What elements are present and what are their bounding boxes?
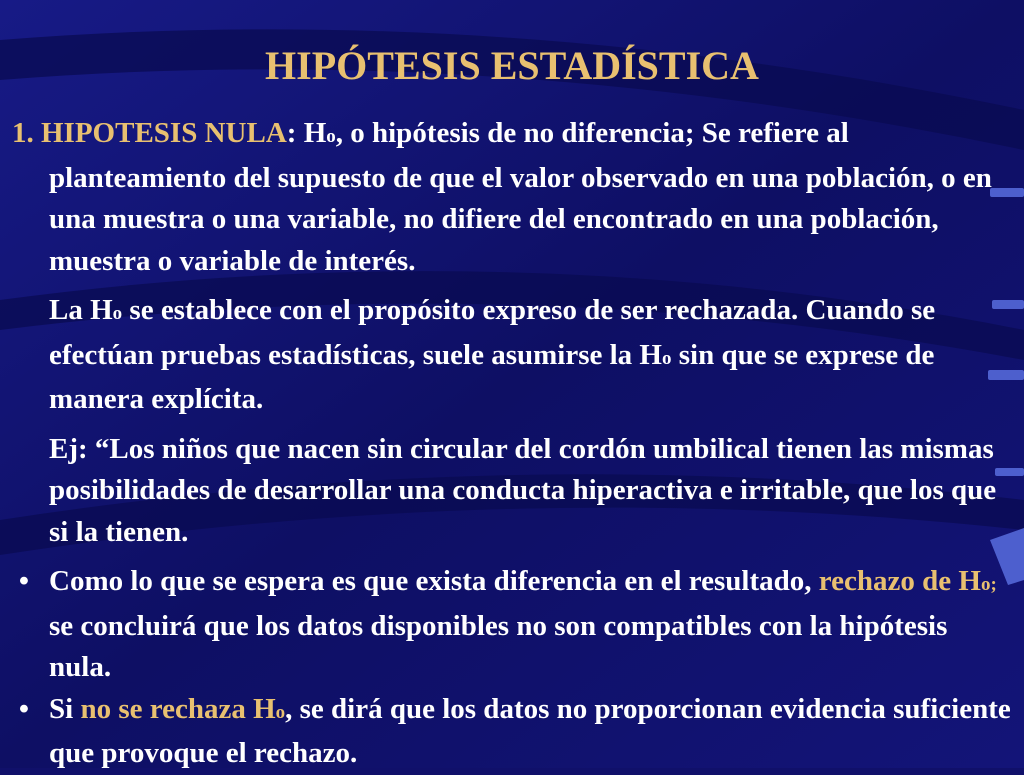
slide-body <box>12 113 1012 775</box>
bullet-text: Si <box>49 692 81 725</box>
bullet-text: se concluirá que los datos disponibles no son compatibles con la hipótesis nula. <box>49 609 948 683</box>
paragraph-example: Ej: “Los niños que nacen sin circular del cordón umbilical tienen las mismas posibilidades de desarrollar una conducta hiperactiva e irritable, que los que si la tienen. <box>49 432 997 548</box>
highlight-text: no se rechaza H <box>80 692 276 725</box>
bullet-text: , se dirá que los datos no proporcionan evidencia suficiente que provoque el rechazo. <box>49 692 1011 769</box>
h-subscript: o <box>326 126 336 147</box>
null-hypothesis-heading: 1. HIPOTESIS NULA <box>12 117 287 149</box>
paragraph-null-hypothesis <box>12 113 1012 282</box>
paragraph-text: sin que se exprese de manera explícita. <box>49 338 935 415</box>
slide-title: HIPÓTESIS ESTADÍSTICA <box>265 43 759 88</box>
h-subscript: o <box>112 303 123 324</box>
h-symbol: H <box>303 117 327 149</box>
bullet-item-no-rejection <box>12 689 1012 775</box>
highlight-text: rechazo de H <box>818 565 981 597</box>
h-subscript: o <box>662 347 672 369</box>
paragraph-text: La H <box>49 294 113 326</box>
bullet-item-rejection <box>12 561 1012 689</box>
paragraph-text: , o hipótesis de no diferencia; Se refiere al planteamiento del supuesto de que el valor observado en una población, o en una muestra o una variable, no difiere del encontrado en una población, muestra o variable de interés. <box>49 117 992 277</box>
h-subscript: o <box>275 701 286 723</box>
colon: : <box>286 117 304 149</box>
bullet-icon: • <box>18 692 30 725</box>
bullet-icon: • <box>18 565 30 597</box>
h-subscript: o; <box>980 574 997 595</box>
paragraph-rejection-purpose <box>12 290 1012 421</box>
paragraph-text: se establece con el propósito expreso de ser rechazada. Cuando se efectúan pruebas estadísticas, suele asumirse la H <box>49 294 936 371</box>
bullet-text: Como lo que se espera es que exista diferencia en el resultado, <box>49 565 819 597</box>
